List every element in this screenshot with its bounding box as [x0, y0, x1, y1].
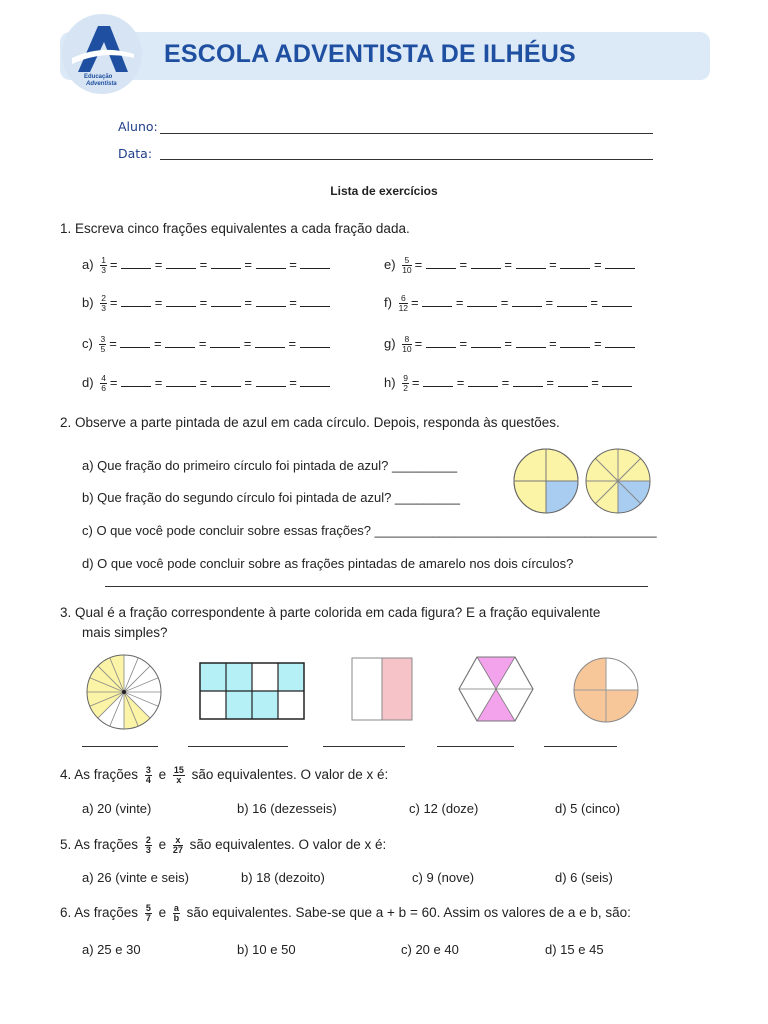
data-field[interactable] — [160, 159, 653, 160]
q2-circle-1 — [511, 446, 581, 516]
q4-option-b[interactable]: b) 16 (dezesseis) — [237, 801, 337, 816]
q1-item: c) $\frac{3}{5}$ = = = = = — [82, 335, 330, 354]
q3-answer-line[interactable] — [188, 746, 288, 747]
q4-option-a[interactable]: a) 20 (vinte) — [82, 801, 152, 816]
q4-prompt: 4. As frações $\frac{3}{4}$ e $\frac{15}{x}$ são equivalentes. O valor de x é: — [60, 765, 389, 785]
q3-line-2: mais simples? — [82, 625, 168, 640]
aluno-field[interactable] — [160, 133, 653, 134]
q3-figure-circle-yellow — [84, 652, 164, 732]
answer-blank[interactable] — [121, 258, 151, 269]
q3-figure-rectangle-grid — [199, 662, 305, 720]
q1-item: d) $\frac{4}{6}$ = = = = = — [82, 374, 330, 393]
page-title: Lista de exercícios — [330, 184, 438, 198]
aluno-label: Aluno: — [118, 119, 158, 134]
q5-option-b[interactable]: b) 18 (dezoito) — [241, 870, 325, 885]
q6-option-a[interactable]: a) 25 e 30 — [82, 942, 141, 957]
q5-prompt: 5. As frações $\frac{2}{3}$ e $\frac{x}{27}$ são equivalentes. O valor de x é: — [60, 835, 387, 855]
q1-item: g) $\frac{8}{10}$ = = = = = — [384, 335, 635, 354]
school-name: ESCOLA ADVENTISTA DE ILHÉUS — [164, 40, 576, 68]
logo-text-2: Adventista — [86, 81, 117, 87]
q2-b: b) Que fração do segundo círculo foi pintada de azul? _________ — [82, 490, 460, 505]
q6-option-b[interactable]: b) 10 e 50 — [237, 942, 296, 957]
q1-item: h) $\frac{9}{2}$ = = = = = — [384, 374, 632, 393]
school-logo — [62, 14, 142, 94]
q2-c: c) O que você pode concluir sobre essas frações? _______________________________________ — [82, 523, 657, 538]
q3-answer-line[interactable] — [323, 746, 405, 747]
q5-option-c[interactable]: c) 9 (nove) — [412, 870, 475, 885]
q3-answer-line[interactable] — [437, 746, 514, 747]
q1-item: a) $\frac{1}{3}$ = = = = = — [82, 256, 330, 275]
q1-item: e) $\frac{5}{10}$ = = = = = — [384, 256, 635, 275]
q5-option-d[interactable]: d) 6 (seis) — [555, 870, 613, 885]
q3-figure-circle-orange — [571, 655, 641, 725]
q6-option-c[interactable]: c) 20 e 40 — [401, 942, 459, 957]
data-label: Data: — [118, 146, 153, 161]
q2-circle-2 — [583, 446, 653, 516]
q6-prompt: 6. As frações $\frac{5}{7}$ e $\frac{a}{b}$ são equivalentes. Sabe-se que a + b = 60. Assim os valores de a e b, são: — [60, 903, 631, 923]
q3-figure-rectangle-halves — [350, 656, 414, 722]
q6-option-d[interactable]: d) 15 e 45 — [545, 942, 604, 957]
q3-line-1: 3. Qual é a fração correspondente à parte colorida em cada figura? E a fração equivalente — [60, 605, 601, 620]
q2-d: d) O que você pode concluir sobre as frações pintadas de amarelo nos dois círculos? — [82, 556, 574, 571]
q1-prompt: 1. Escreva cinco frações equivalentes a cada fração dada. — [60, 221, 410, 236]
logo-text-1: Educação — [84, 74, 113, 80]
q2-a: a) Que fração do primeiro círculo foi pintada de azul? _________ — [82, 458, 458, 473]
q1-item: f) $\frac{6}{12}$ = = = = = — [384, 294, 632, 313]
q3-answer-line[interactable] — [544, 746, 617, 747]
q5-option-a[interactable]: a) 26 (vinte e seis) — [82, 870, 189, 885]
q4-option-c[interactable]: c) 12 (doze) — [409, 801, 479, 816]
q1-item: b) $\frac{2}{3}$ = = = = = — [82, 294, 330, 313]
q4-option-d[interactable]: d) 5 (cinco) — [555, 801, 621, 816]
q2-d-answer-line[interactable] — [105, 586, 648, 587]
q3-answer-line[interactable] — [82, 746, 158, 747]
q2-prompt: 2. Observe a parte pintada de azul em cada círculo. Depois, responda às questões. — [60, 415, 560, 430]
q3-figure-hexagon — [457, 655, 535, 723]
